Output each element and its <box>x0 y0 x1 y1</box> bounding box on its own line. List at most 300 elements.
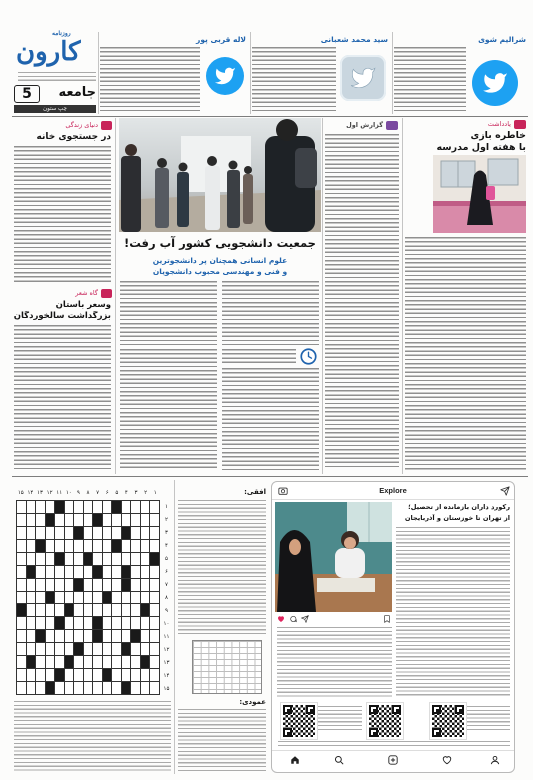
crossword-cell <box>141 514 150 526</box>
brush-icon <box>101 121 112 130</box>
crossword-cell <box>84 669 93 681</box>
crossword-cell <box>112 656 121 668</box>
crossword-black-cell <box>74 527 83 539</box>
crossword-cell <box>131 501 140 513</box>
crossword-black-cell <box>65 604 74 616</box>
crossword-row-number: ۵ <box>165 555 168 562</box>
crossword-cell <box>17 527 26 539</box>
crossword-cell <box>112 604 121 616</box>
crossword-cell <box>74 656 83 668</box>
crossword-cell <box>55 630 64 642</box>
crossword-grid <box>16 500 160 695</box>
crossword-column-number: ۱۲ <box>46 490 53 496</box>
crossword-cell <box>74 682 83 694</box>
crossword-black-cell <box>112 540 121 552</box>
crossword-cell <box>131 579 140 591</box>
crossword-cell <box>122 501 131 513</box>
crossword-cell <box>17 656 26 668</box>
article-text <box>14 146 111 284</box>
crossword-cell <box>93 656 102 668</box>
crossword-black-cell <box>150 553 159 565</box>
tweet-author: سید محمد شعبانی <box>320 35 388 44</box>
across-clues <box>178 500 266 636</box>
issue-date-text <box>18 72 96 82</box>
crossword-cell <box>93 604 102 616</box>
crossword-cell <box>141 540 150 552</box>
crossword-cell <box>112 630 121 642</box>
camera-icon[interactable] <box>278 486 288 496</box>
article-text <box>222 368 319 470</box>
crossword-cell <box>84 540 93 552</box>
crossword-cell <box>112 566 121 578</box>
crossword-column-number: ۴ <box>124 490 128 496</box>
report-icon <box>386 121 398 130</box>
crossword-cell <box>131 553 140 565</box>
crossword-black-cell <box>93 617 102 629</box>
crossword-cell <box>103 501 112 513</box>
crossword-cell <box>131 682 140 694</box>
crossword-row-number: ۷ <box>165 581 168 588</box>
section-label: گاه شعر <box>75 289 98 297</box>
crossword-cell <box>150 617 159 629</box>
crossword-cell <box>103 643 112 655</box>
article-text <box>325 134 399 470</box>
crossword-cell <box>65 579 74 591</box>
qr-code-icon[interactable] <box>367 703 403 739</box>
crossword-cell <box>150 566 159 578</box>
crossword-cell <box>103 617 112 629</box>
crossword-cell <box>74 501 83 513</box>
crossword-cell <box>150 643 159 655</box>
crossword-cell <box>65 617 74 629</box>
tweet-text <box>252 47 336 111</box>
crossword-column-number: ۸ <box>86 490 90 496</box>
crossword-column-numbers <box>16 488 160 498</box>
crossword-cell <box>36 566 45 578</box>
sudoku-grid <box>192 640 262 694</box>
crossword-cell <box>93 669 102 681</box>
article-headline: با هفته اول مدرسه <box>436 142 526 153</box>
crossword-black-cell <box>103 669 112 681</box>
crossword-cell <box>150 604 159 616</box>
crossword-cell <box>103 540 112 552</box>
explore-caption-text <box>277 627 392 697</box>
crossword-cell <box>103 579 112 591</box>
crossword-cell <box>74 669 83 681</box>
section-title: جامعه <box>58 85 96 100</box>
crossword-cell <box>65 501 74 513</box>
crossword-row-number: ۱۵ <box>163 685 170 692</box>
crossword-cell <box>112 514 121 526</box>
crossword-cell <box>112 643 121 655</box>
photo-schoolgirl <box>433 155 526 233</box>
crossword-cell <box>55 643 64 655</box>
nav-divider <box>272 750 514 751</box>
crossword-cell <box>103 656 112 668</box>
crossword-cell <box>36 514 45 526</box>
crossword-cell <box>27 617 36 629</box>
crossword-row-number: ۶ <box>165 568 168 575</box>
brush-icon <box>101 289 112 298</box>
crossword-cell <box>150 540 159 552</box>
crossword-cell <box>55 656 64 668</box>
crossword-cell <box>84 630 93 642</box>
crossword-cell <box>46 617 55 629</box>
crossword-cell <box>150 579 159 591</box>
crossword-black-cell <box>55 553 64 565</box>
crossword-row-numbers <box>161 500 172 695</box>
crossword-cell <box>103 553 112 565</box>
crossword-cell <box>46 656 55 668</box>
column-divider <box>392 32 393 114</box>
crossword-row-number: ۱۱ <box>163 633 170 640</box>
crossword-cell <box>46 501 55 513</box>
article-text <box>120 349 217 470</box>
crossword-column-number: ۱۱ <box>56 490 63 496</box>
crossword-cell <box>55 514 64 526</box>
crossword-black-cell <box>122 527 131 539</box>
crossword-cell <box>141 669 150 681</box>
crossword-cell <box>55 566 64 578</box>
crossword-cell <box>27 669 36 681</box>
explore-title: Explore <box>379 486 407 495</box>
crossword-cell <box>93 527 102 539</box>
article-headline: در جستجوی خانه <box>36 132 111 142</box>
crossword-black-cell <box>74 643 83 655</box>
crossword-row-number: ۸ <box>165 594 168 601</box>
crossword-cell <box>141 592 150 604</box>
crossword-cell <box>150 656 159 668</box>
qr-caption-text <box>318 706 362 732</box>
crossword-cell <box>84 592 93 604</box>
article-text <box>405 237 526 470</box>
crossword-cell <box>122 540 131 552</box>
twitter-icon <box>472 60 518 106</box>
crossword-cell <box>131 592 140 604</box>
crossword-cell <box>17 514 26 526</box>
down-label: عمودی: <box>239 698 266 706</box>
twitter-icon <box>206 57 244 95</box>
crossword-cell <box>93 592 102 604</box>
crossword-row-number: ۱۴ <box>163 672 170 679</box>
crossword-cell <box>17 669 26 681</box>
crossword-cell <box>84 682 93 694</box>
crossword-cell <box>36 682 45 694</box>
crossword-cell <box>36 669 45 681</box>
crossword-cell <box>27 643 36 655</box>
send-icon[interactable] <box>500 486 510 496</box>
crossword-cell <box>112 579 121 591</box>
crossword-cell <box>93 553 102 565</box>
clock-icon <box>300 348 317 365</box>
article-text <box>222 349 296 365</box>
activity-heart-icon[interactable] <box>442 755 452 765</box>
crossword-cell <box>27 553 36 565</box>
crossword-cell <box>65 669 74 681</box>
crossword-cell <box>36 501 45 513</box>
crossword-cell <box>112 527 121 539</box>
photo-classroom-child <box>275 502 392 612</box>
crossword-black-cell <box>122 566 131 578</box>
crossword-column-number: ۱ <box>153 490 157 496</box>
crossword-cell <box>65 643 74 655</box>
crossword-cell <box>93 682 102 694</box>
comment-icon[interactable] <box>289 615 297 623</box>
crossword-cell <box>55 604 64 616</box>
crossword-cell <box>122 604 131 616</box>
crossword-cell <box>131 566 140 578</box>
crossword-black-cell <box>84 553 93 565</box>
crossword-column-number: ۹ <box>76 490 80 496</box>
crossword-cell <box>36 656 45 668</box>
crossword-cell <box>141 579 150 591</box>
crossword-cell <box>103 527 112 539</box>
crossword-cell <box>103 566 112 578</box>
crossword-clue-text <box>14 701 171 772</box>
share-icon[interactable] <box>301 615 309 623</box>
crossword-cell <box>17 643 26 655</box>
column-divider <box>98 32 99 114</box>
explore-footer-text <box>278 741 510 746</box>
header-rule <box>12 116 528 117</box>
qr-code-icon[interactable] <box>281 703 317 739</box>
crossword-cell <box>46 604 55 616</box>
article-text <box>222 281 319 345</box>
crossword-cell <box>150 630 159 642</box>
crossword-cell <box>74 592 83 604</box>
crossword-cell <box>84 643 93 655</box>
crossword-black-cell <box>112 501 121 513</box>
crossword-cell <box>27 579 36 591</box>
crossword-cell <box>131 604 140 616</box>
search-icon[interactable] <box>334 755 344 765</box>
note-icon <box>514 120 526 129</box>
crossword-cell <box>65 592 74 604</box>
explore-header-divider <box>272 499 514 500</box>
crossword-cell <box>112 592 121 604</box>
crossword-black-cell <box>131 630 140 642</box>
crossword-cell <box>17 553 26 565</box>
crossword-cell <box>55 527 64 539</box>
crossword-cell <box>55 592 64 604</box>
crossword-cell <box>36 604 45 616</box>
explore-headline: رکورد داران بازمانده از تحصیل؛ <box>408 503 510 511</box>
crossword-cell <box>131 540 140 552</box>
crossword-cell <box>65 553 74 565</box>
subheadline: و فنی و مهندسی محبوب دانشجویان <box>152 267 288 276</box>
crossword-row-number: ۱ <box>165 503 168 510</box>
crossword-cell <box>36 643 45 655</box>
column-divider <box>402 118 403 474</box>
crossword-cell <box>93 501 102 513</box>
newspaper-logo: کارون <box>16 37 81 67</box>
heart-icon[interactable] <box>277 615 285 623</box>
crossword-cell <box>112 617 121 629</box>
crossword-cell <box>84 501 93 513</box>
crossword-cell <box>74 617 83 629</box>
crossword-cell <box>27 682 36 694</box>
across-label: افقی: <box>244 488 266 496</box>
crossword-cell <box>112 682 121 694</box>
crossword-cell <box>103 682 112 694</box>
crossword-row-number: ۲ <box>165 516 168 523</box>
crossword-cell <box>65 682 74 694</box>
tweet-text <box>100 47 200 111</box>
crossword-cell <box>65 630 74 642</box>
crossword-cell <box>141 682 150 694</box>
crossword-black-cell <box>55 669 64 681</box>
crossword-cell <box>65 514 74 526</box>
subheadline: علوم انسانی همچنان پر دانشجوترین <box>152 256 288 265</box>
article-headline: بزرگداشت سالخوردگان <box>14 311 111 321</box>
crossword-cell <box>103 604 112 616</box>
crossword-cell <box>74 630 83 642</box>
crossword-cell <box>46 643 55 655</box>
crossword-cell <box>141 501 150 513</box>
section-sub-bar: چپ ستون <box>14 105 96 113</box>
profile-icon[interactable] <box>490 755 500 765</box>
crossword-cell <box>84 527 93 539</box>
crossword-cell <box>84 566 93 578</box>
crossword-column-number: ۱۰ <box>65 490 72 496</box>
crossword-row-number: ۳ <box>165 529 168 536</box>
crossword-column-number: ۵ <box>115 490 119 496</box>
crossword-black-cell <box>46 514 55 526</box>
crossword-cell <box>36 527 45 539</box>
crossword-cell <box>65 566 74 578</box>
crossword-column-number: ۱۴ <box>27 490 34 496</box>
crossword-black-cell <box>55 501 64 513</box>
crossword-cell <box>27 630 36 642</box>
crossword-cell <box>131 514 140 526</box>
down-clues <box>178 709 266 772</box>
crossword-cell <box>17 592 26 604</box>
article-text <box>120 281 217 345</box>
crossword-black-cell <box>122 579 131 591</box>
crossword-cell <box>93 643 102 655</box>
column-divider <box>115 118 116 474</box>
crossword-column-number: ۱۵ <box>17 490 24 496</box>
tweet-text <box>394 47 466 111</box>
crossword-cell <box>131 656 140 668</box>
crossword-row-number: ۱۳ <box>163 659 170 666</box>
crossword-black-cell <box>103 592 112 604</box>
crossword-cell <box>141 617 150 629</box>
crossword-cell <box>122 669 131 681</box>
crossword-cell <box>150 514 159 526</box>
crossword-cell <box>17 540 26 552</box>
crossword-cell <box>93 540 102 552</box>
crossword-cell <box>55 579 64 591</box>
crossword-cell <box>131 617 140 629</box>
home-icon[interactable] <box>290 755 300 765</box>
crossword-black-cell <box>122 643 131 655</box>
crossword-black-cell <box>27 566 36 578</box>
qr-code-icon[interactable] <box>430 703 466 739</box>
crossword-cell <box>27 604 36 616</box>
section-label: دنیای زندگی <box>65 121 98 129</box>
crossword-black-cell <box>65 656 74 668</box>
crossword-cell <box>17 617 26 629</box>
crossword-black-cell <box>93 630 102 642</box>
section-label: گزارش اول <box>346 121 383 129</box>
crossword-cell <box>46 669 55 681</box>
twitter-icon <box>340 55 386 101</box>
crossword-black-cell <box>74 579 83 591</box>
crossword-column-number: ۳ <box>134 490 138 496</box>
crossword-cell <box>84 617 93 629</box>
crossword-black-cell <box>93 514 102 526</box>
crossword-black-cell <box>46 682 55 694</box>
crossword-cell <box>122 514 131 526</box>
crossword-column-number: ۷ <box>96 490 100 496</box>
crossword-cell <box>131 669 140 681</box>
crossword-row-number: ۱۲ <box>163 646 170 653</box>
crossword-cell <box>74 553 83 565</box>
crossword-cell <box>150 669 159 681</box>
crossword-cell <box>46 566 55 578</box>
qr-caption-text <box>467 706 510 732</box>
crossword-black-cell <box>27 656 36 668</box>
crossword-cell <box>141 630 150 642</box>
crossword-cell <box>65 540 74 552</box>
bookmark-icon[interactable] <box>383 615 391 623</box>
crossword-cell <box>131 527 140 539</box>
crossword-cell <box>122 656 131 668</box>
crossword-cell <box>27 540 36 552</box>
explore-headline: از تهران تا خوزستان و آذربایجان <box>404 514 510 522</box>
crossword-cell <box>84 514 93 526</box>
crossword-cell <box>112 669 121 681</box>
crossword-row-number: ۱۰ <box>163 620 170 627</box>
crossword-cell <box>46 540 55 552</box>
crossword-black-cell <box>93 566 102 578</box>
add-post-icon[interactable] <box>388 755 398 765</box>
crossword-black-cell <box>122 682 131 694</box>
crossword-column-number: ۲ <box>144 490 148 496</box>
crossword-row-number: ۴ <box>165 542 168 549</box>
crossword-cell <box>84 579 93 591</box>
crossword-cell <box>65 527 74 539</box>
crossword-column-number: ۱۳ <box>37 490 43 496</box>
crossword-cell <box>122 630 131 642</box>
crossword-cell <box>17 630 26 642</box>
crossword-cell <box>150 682 159 694</box>
crossword-cell <box>17 682 26 694</box>
crossword-black-cell <box>17 604 26 616</box>
crossword-black-cell <box>55 617 64 629</box>
crossword-cell <box>17 579 26 591</box>
crossword-cell <box>141 566 150 578</box>
crossword-cell <box>93 579 102 591</box>
crossword-black-cell <box>36 630 45 642</box>
crossword-cell <box>55 540 64 552</box>
crossword-row-number: ۹ <box>165 607 168 614</box>
crossword-cell <box>141 527 150 539</box>
crossword-cell <box>141 643 150 655</box>
crossword-cell <box>17 501 26 513</box>
logo-kicker: روزنامه <box>52 30 71 37</box>
explore-article-text <box>396 527 510 697</box>
tweet-author: شرالیم شوی <box>478 35 526 44</box>
article-headline: خاطره بازی <box>470 130 526 141</box>
crossword-cell <box>36 579 45 591</box>
crossword-cell <box>36 592 45 604</box>
crossword-cell <box>46 579 55 591</box>
crossword-column-number: ۶ <box>105 490 109 496</box>
article-text <box>14 325 111 470</box>
crossword-cell <box>74 604 83 616</box>
